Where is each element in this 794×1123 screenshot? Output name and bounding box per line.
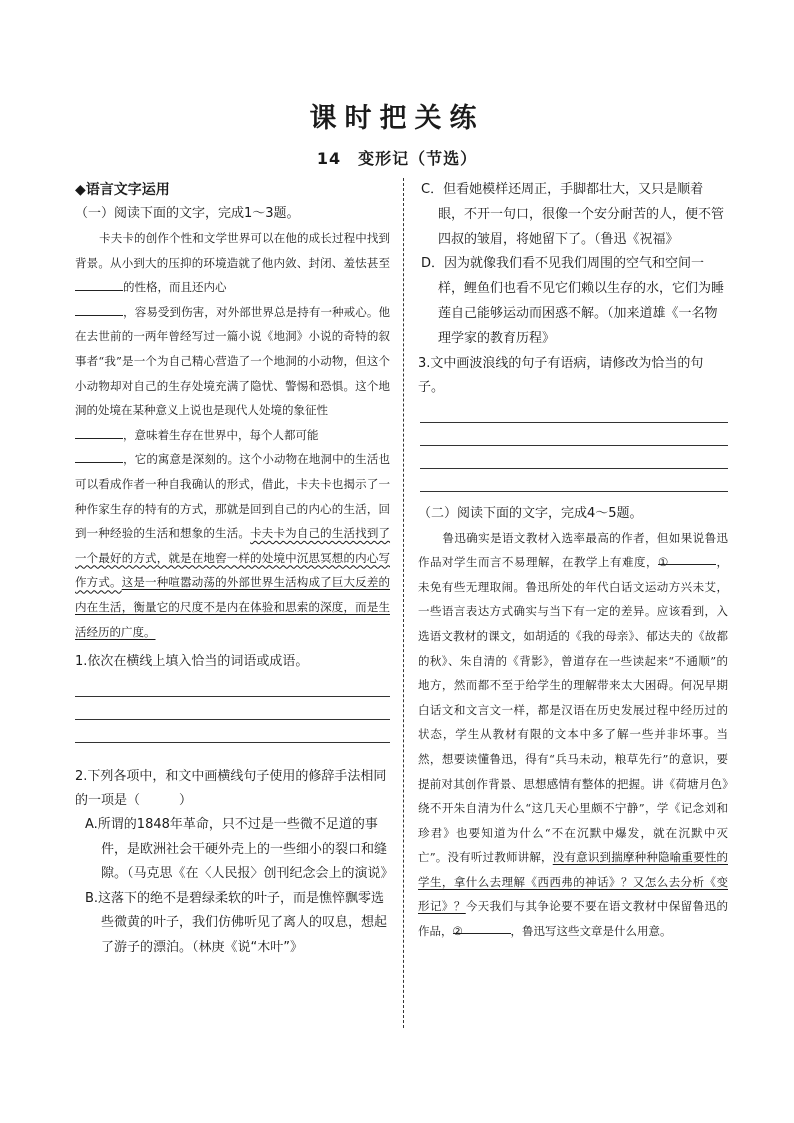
wavy-sentence: 卡夫卡为自己的生活找到了一个最好的方式，就是在地窖一样的处境中沉思冥想的内心写作方式。: [75, 526, 391, 590]
section1-intro: （一）阅读下面的文字，完成1～3题。: [75, 206, 300, 221]
blank-1[interactable]: [75, 276, 123, 291]
answer-line[interactable]: [420, 446, 728, 469]
option-d[interactable]: D．因为就像我们看不见我们周围的空气和空间一样，鲤鱼们也看不见它们赖以生存的水，它们为睡莲自己能够运动而困惑不解。（加来道雄《一名物理学家的教育历程》: [421, 256, 725, 346]
section2-intro: （二）阅读下面的文字，完成4～5题。: [418, 505, 643, 521]
blank-5[interactable]: ①: [658, 550, 716, 565]
question-1: 1.依次在横线上填入恰当的词语或成语。: [75, 654, 309, 670]
blank-4[interactable]: [75, 448, 123, 463]
section-heading: ◆语言文字运用: [75, 182, 170, 198]
answer-line[interactable]: [420, 423, 728, 446]
passage-1: 卡夫卡的创作个性和文学世界可以在他的成长过程中找到背景。从小到大的压抑的环境造就了他内敛、封闭、羞怯甚至的性格，而且还内心 ，容易受到伤害，对外部世界总是持有一种戒心。他在去世前的一两年曾经写过一篇小说《地洞》小说的奇特的叙事者“我”是一个为自己精心营造了一个地洞的小动物，但这个小动物却对自己的生存处境充满了隐忧、警惕和恐惧。这个地洞的处境在某种意义上说也是现代人处境的象征性 ，意味着生存在世界中，每个人都可能 ，它的寓意是深刻的。这个小动物在地洞中的生活也可以看成作者一种自我确认的形式，借此，卡夫卡也揭示了一种作家生存的特有的方式，那就是回到自己的内心的生活，回到一种经验的生活和想象的生活。卡夫卡为自己的生活找到了一个最好的方式，就是在地窖一样的处境中沉思冥想的内心写作方式。这是一种喧嚣动荡的外部世界生活构成了巨大反差的内在生活，衡量它的尺度不是内在体验和思索的深度，而是生活经历的广度。: [75, 231, 391, 639]
left-column: [75, 178, 394, 960]
blank-6[interactable]: ②: [453, 919, 511, 934]
underlined-sentence: 这是一种喧嚣动荡的外部世界生活构成了巨大反差的内在生活，衡量它的尺度不是内在体验和思索的深度，而是生活经历的广度。: [75, 575, 391, 639]
question-3: 3.文中画波浪线的句子有语病，请修改为恰当的句子。: [418, 355, 704, 395]
lesson-subtitle: 14 变形记（节选）: [316, 149, 478, 168]
answer-line[interactable]: [420, 400, 728, 423]
answer-line[interactable]: [75, 720, 390, 743]
blank-3[interactable]: [75, 424, 123, 439]
underlined-sentence-2: 没有意识到揣摩种种隐喻重要性的学生，拿什么去理解《西西弗的神话》？又怎么去分析《变形记》？: [418, 850, 728, 914]
column-divider: [403, 178, 404, 1028]
answer-line[interactable]: [420, 469, 728, 492]
option-b[interactable]: B.这落下的绝不是碧绿柔软的叶子，而是憔悴飘零选些微黄的叶子，我们仿佛听见了离人的叹息，想起了游子的漂泊。（林庚《说“木叶”》: [85, 890, 388, 955]
answer-line[interactable]: [75, 697, 390, 720]
question-2: 2.下列各项中，和文中画横线句子使用的修辞手法相同的一项是（ ）: [75, 769, 387, 809]
passage-2: 鲁迅确实是语文教材入选率最高的作者，但如果说鲁迅作品对学生而言不易理解，在教学上有难度，① ，未免有些无理取闹。鲁迅所处的年代白话文运动方兴未艾，一些语言表达方式确实与当下有一定的差异。应该看到，入选语文教材的课文，如胡适的《我的母亲》、郁达夫的《故都的秋》、朱自清的《背影》，曾道存在一些读起来“不通顺”的地方，然而都不至于给学生的理解带来太大困碍。何况早期白话文和文言文一样，都是汉语在历史发展过程中经历过的状态，学生从教材有限的文本中多了解一些并非坏事。当然，想要读懂鲁迅，得有“兵马未动，粮草先行”的意识，要提前对其创作背景、思想感情有整体的把握。讲《荷塘月色》绕不开朱自清为什么“这几天心里颇不宁静”，学《记念刘和珍君》也要知道为什么“不在沉默中爆发，就在沉默中灭亡”。没有听过教师讲解，没有意识到揣摩种种隐喻重要性的学生，拿什么去理解《西西弗的神话》？又怎么去分析《变形记》？今天我们与其争论要不要在语文教材中保留鲁迅的作品，② ，鲁迅写这些文章是什么用意。: [418, 530, 729, 939]
page-title: 课时把关练: [309, 103, 485, 134]
option-c[interactable]: C．但看她模样还周正，手脚都壮大，又只是顺着眼，不开一句口，很像一个安分耐苦的人，便不管四叔的皱眉，将她留下了。（鲁迅《祝福》: [421, 182, 725, 247]
right-column: [418, 178, 728, 944]
answer-line[interactable]: [75, 674, 390, 697]
blank-2[interactable]: [75, 301, 123, 316]
option-a[interactable]: A.所谓的1848年革命，只不过是一些微不足道的事件，是欧洲社会干硬外壳上的一些细小的裂口和缝隙。（马克思《在〈人民报〉创刊纪念会上的演说》: [85, 817, 394, 882]
